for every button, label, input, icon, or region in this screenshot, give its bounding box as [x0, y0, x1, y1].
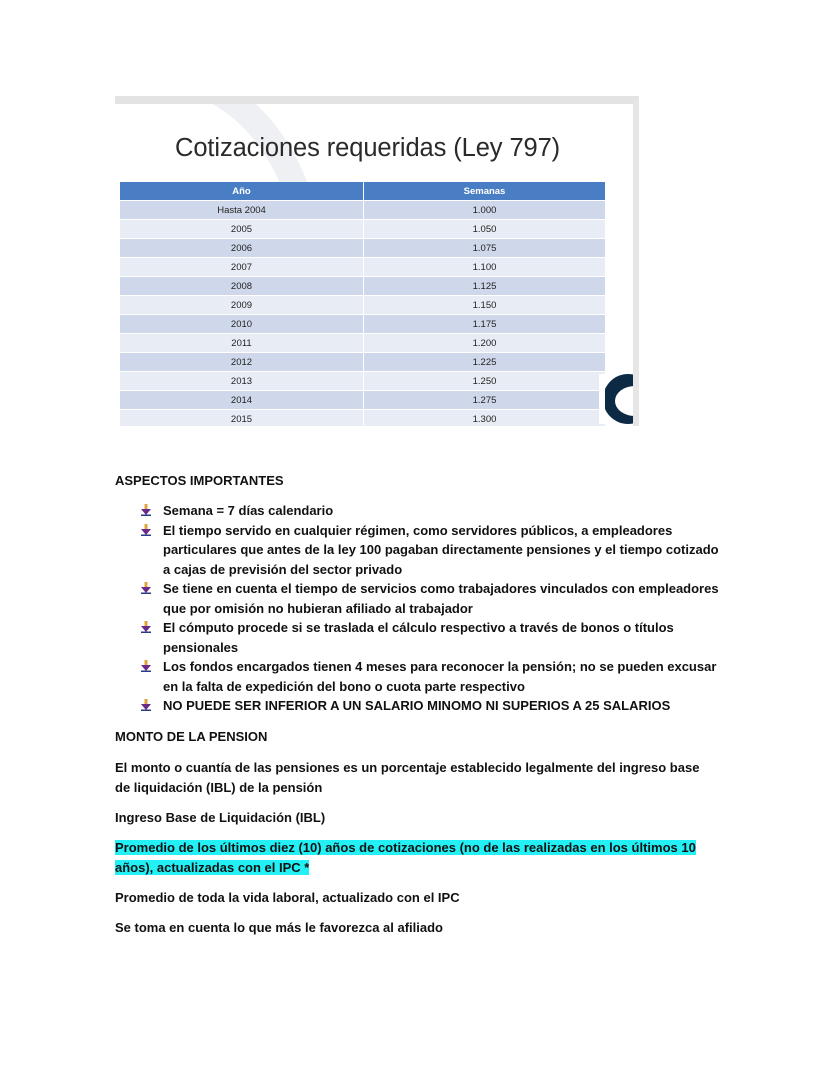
bullet-text: Los fondos encargados tienen 4 meses para reconocer la pensión; no se pueden excusar en la falta de expedición del bono o cuota parte respectivo	[163, 659, 717, 694]
table-cell-ano: 2013	[120, 372, 364, 391]
table-row	[120, 391, 606, 410]
table-cell-ano: 2007	[120, 258, 364, 277]
table-cell-ano: 2009	[120, 296, 364, 315]
table-cell-semanas: 1.075	[364, 239, 606, 258]
ibl-definition	[115, 838, 715, 877]
table-cell-semanas: 1.175	[364, 315, 606, 334]
ibl-highlighted-text: Promedio de los últimos diez (10) años de cotizaciones (no de las realizadas en los últimos 10 años), actualizadas con el IPC *	[115, 840, 696, 875]
table-cell-ano: 2006	[120, 239, 364, 258]
ibl-note: Se toma en cuenta lo que más le favorezca al afiliado	[115, 920, 444, 935]
table-row	[120, 353, 606, 372]
table-cell-ano: Hasta 2004	[120, 201, 364, 220]
list-item	[140, 579, 720, 618]
table-row	[120, 296, 606, 315]
slide-image	[115, 96, 639, 426]
down-arrow-bullet-icon	[141, 660, 151, 672]
monto-heading: MONTO DE LA PENSION	[115, 729, 268, 744]
table-row	[120, 201, 606, 220]
list-item	[140, 696, 720, 716]
column-header-ano: Año	[120, 182, 364, 201]
monto-description: El monto o cuantía de las pensiones es un porcentaje establecido legalmente del ingreso base de liquidación (IBL) de la pensión	[115, 760, 700, 795]
table-cell-semanas: 1.125	[364, 277, 606, 296]
list-item	[140, 521, 720, 580]
down-arrow-bullet-icon	[141, 621, 151, 633]
aspectos-bullet-list	[140, 501, 720, 716]
table-row	[120, 258, 606, 277]
down-arrow-bullet-icon	[141, 699, 151, 711]
table-row	[120, 372, 606, 391]
bullet-text: Semana = 7 días calendario	[163, 503, 334, 518]
list-item	[140, 618, 720, 657]
down-arrow-bullet-icon	[141, 524, 151, 536]
table-cell-semanas: 1.275	[364, 391, 606, 410]
cotizaciones-table	[120, 182, 606, 426]
table-cell-semanas: 1.100	[364, 258, 606, 277]
logo-icon-gap	[599, 374, 605, 424]
table-cell-ano: 2015	[120, 410, 364, 427]
table-cell-ano: 2011	[120, 334, 364, 353]
ibl-alternative: Promedio de toda la vida laboral, actualizado con el IPC	[115, 890, 460, 905]
bullet-text: Se tiene en cuenta el tiempo de servicios como trabajadores vinculados con empleadores que por omisión no hubieran afiliado al trabajador	[163, 581, 719, 616]
table-cell-ano: 2005	[120, 220, 364, 239]
list-item	[140, 501, 720, 521]
column-header-semanas: Semanas	[364, 182, 606, 201]
table-cell-semanas: 1.225	[364, 353, 606, 372]
table-row	[120, 334, 606, 353]
list-item	[140, 657, 720, 696]
table-body	[120, 201, 606, 427]
table-cell-ano: 2008	[120, 277, 364, 296]
table-cell-semanas: 1.200	[364, 334, 606, 353]
table-row	[120, 277, 606, 296]
table-cell-ano: 2014	[120, 391, 364, 410]
down-arrow-bullet-icon	[141, 504, 151, 516]
bullet-text: NO PUEDE SER INFERIOR A UN SALARIO MINOMO NI SUPERIOS A 25 SALARIOS	[163, 698, 671, 713]
aspectos-heading: ASPECTOS IMPORTANTES	[115, 473, 284, 488]
table-row	[120, 410, 606, 427]
slide-title: Cotizaciones requeridas (Ley 797)	[175, 134, 561, 162]
down-arrow-bullet-icon	[141, 582, 151, 594]
bullet-text: El cómputo procede si se traslada el cálculo respectivo a través de bonos o títulos pensionales	[163, 620, 674, 655]
table-cell-semanas: 1.250	[364, 372, 606, 391]
table-cell-ano: 2012	[120, 353, 364, 372]
table-row	[120, 315, 606, 334]
table-header-row	[120, 182, 606, 201]
table-cell-semanas: 1.300	[364, 410, 606, 427]
table-row	[120, 239, 606, 258]
bullet-text: El tiempo servido en cualquier régimen, como servidores públicos, a empleadores particulares que antes de la ley 100 pagaban directamente pensiones y el tiempo cotizado a cajas de previsión del sector privado	[163, 522, 719, 577]
table-cell-semanas: 1.050	[364, 220, 606, 239]
table-cell-semanas: 1.150	[364, 296, 606, 315]
table-cell-ano: 2010	[120, 315, 364, 334]
table-row	[120, 220, 606, 239]
ibl-heading: Ingreso Base de Liquidación (IBL)	[115, 810, 326, 825]
table-cell-semanas: 1.000	[364, 201, 606, 220]
